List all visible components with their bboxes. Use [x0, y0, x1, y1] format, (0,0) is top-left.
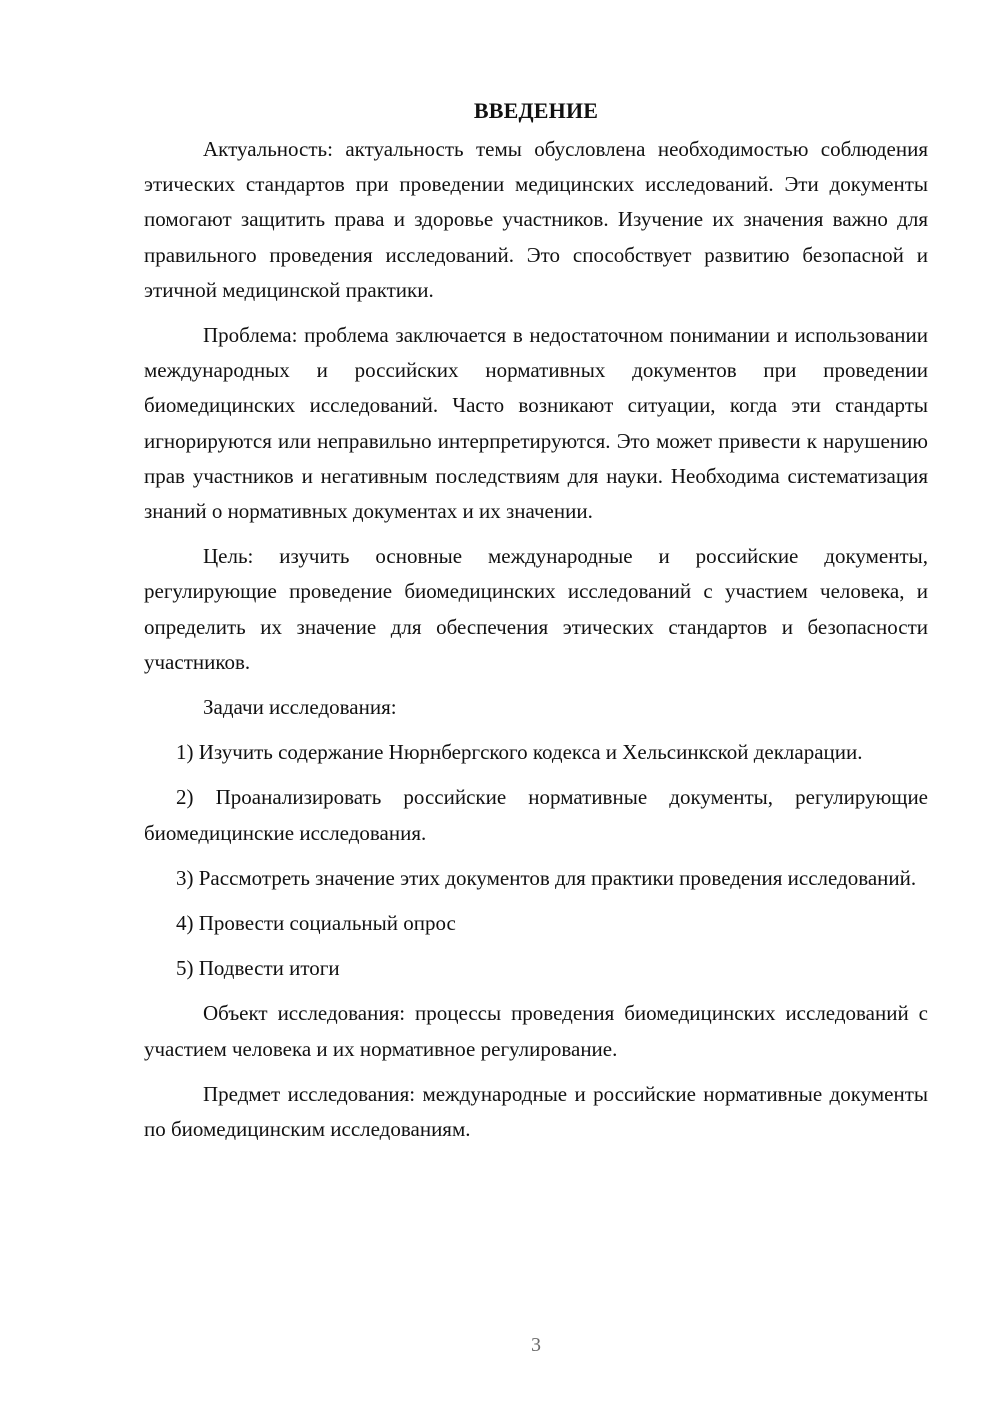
task-item-4: 4) Провести социальный опрос: [176, 911, 456, 936]
object-paragraph: Объект исследования: процессы проведения биомедицинских исследований с участием человека и их нормативное регулирование.: [144, 1001, 928, 1061]
task-item-3: 3) Рассмотреть значение этих документов для практики проведения исследований.: [176, 865, 917, 890]
relevance-paragraph: Актуальность: актуальность темы обусловлена необходимостью соблюдения этических стандартов при проведении медицинских исследований. Эти документы помогают защитить права и здоровье участников. Изучение их значения важно для правильного проведения исследований. Это способствует развитию безопасной и этичной медицинской практики.: [144, 137, 928, 302]
page-content: [144, 94, 928, 1157]
task-item-5: 5) Подвести итоги: [176, 956, 340, 981]
problem-paragraph: Проблема: проблема заключается в недостаточном понимании и использовании международных и российских нормативных документов при проведении биомедицинских исследований. Часто возникают ситуации, когда эти стандарты игнорируются или неправильно интерпретируются. Это может привести к нарушению прав участников и негативным последствиям для науки. Необходима систематизация знаний о нормативных документах и их значении.: [144, 323, 928, 524]
goal-paragraph: Цель: изучить основные международные и российские документы, регулирующие проведение биомедицинских исследований с участием человека, и определить их значение для обеспечения этических стандартов и безопасности участников.: [144, 544, 928, 674]
task-item-2: 2) Проанализировать российские нормативные документы, регулирующие биомедицинские исследования.: [144, 785, 928, 845]
subject-paragraph: Предмет исследования: международные и российские нормативные документы по биомедицинским исследованиям.: [144, 1081, 928, 1142]
tasks-heading: Задачи исследования:: [203, 695, 397, 720]
task-item-1: 1) Изучить содержание Нюрнбергского кодекса и Хельсинкской декларации.: [176, 740, 863, 765]
section-title: ВВЕДЕНИЕ: [473, 98, 599, 123]
page-number: 3: [531, 1334, 541, 1356]
